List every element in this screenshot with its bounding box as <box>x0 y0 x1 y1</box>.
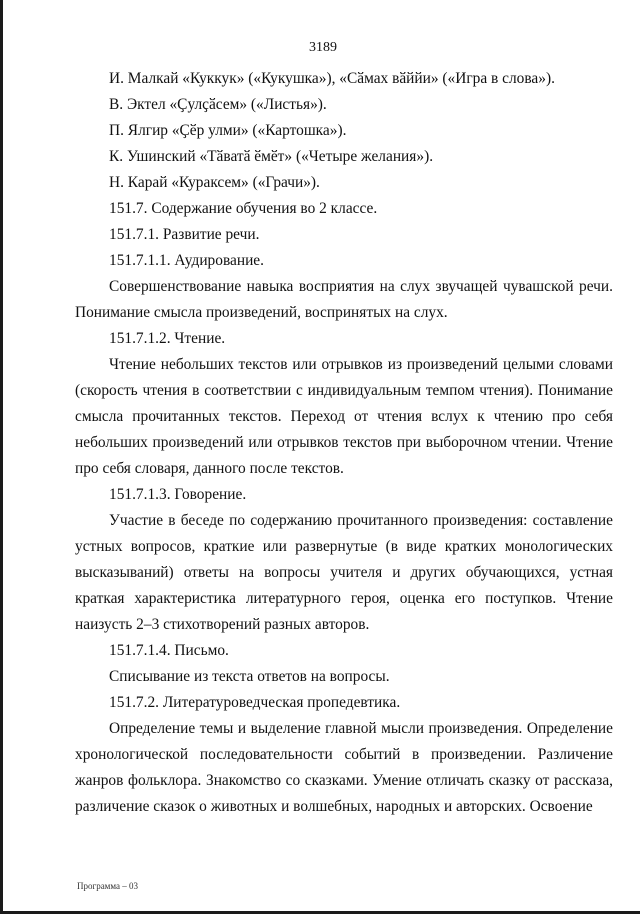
paragraph-reading: Чтение небольших текстов или отрывков из произведений целыми словами (скорость чтения в соответствии с индивидуальным темпом чтения). Понимание смысла прочитанных текстов. Переход от чтения вслух к чтению про себя небольших произведений или отрывков текстов при выборочном чтении. Чтение про себя словаря, данного после текстов. <box>75 356 613 477</box>
paragraph-author-yalgir: П. Ялгир «Ҫӗр улми» («Картошка»). <box>109 122 347 139</box>
page-footer: Программа – 03 <box>77 881 139 891</box>
paragraph-author-ushinsky: К. Ушинский «Тӑватӑ ӗмӗт» («Четыре желания»). <box>109 148 434 165</box>
section-heading-151-7-1-1: 151.7.1.1. Аудирование. <box>109 252 264 269</box>
paragraph-speaking: Участие в беседе по содержанию прочитанного произведения: составление устных вопросов, краткие или развернутые (в виде кратких монологических высказываний) ответы на вопросы учителя и других обучающихся, устная краткая характеристика литературного героя, оценка его поступков. Чтение наизусть 2–3 стихотворений разных авторов. <box>75 512 613 633</box>
paragraph-author-karay: Н. Карай «Кураксем» («Грачи»). <box>109 174 320 191</box>
paragraph-author-malkay: И. Малкай «Куккук» («Кукушка»), «Сӑмах вӑййи» («Игра в слова»). <box>109 70 555 87</box>
section-heading-151-7-1-4: 151.7.1.4. Письмо. <box>109 642 229 659</box>
paragraph-author-ektel: В. Эктел «Ҫулҫӑсем» («Листья»). <box>109 96 327 113</box>
section-heading-151-7-1: 151.7.1. Развитие речи. <box>109 226 260 243</box>
section-heading-151-7-1-2: 151.7.1.2. Чтение. <box>109 330 226 347</box>
section-heading-151-7: 151.7. Содержание обучения во 2 классе. <box>109 200 378 217</box>
paragraph-literary-propaedeutics: Определение темы и выделение главной мысли произведения. Определение хронологической последовательности событий в произведении. Различение жанров фольклора. Знакомство со сказками. Умение отличать сказку от рассказа, различение сказок о животных и волшебных, народных и авторских. Освоение <box>75 720 613 815</box>
section-heading-151-7-1-3: 151.7.1.3. Говорение. <box>109 486 247 503</box>
section-heading-151-7-2: 151.7.2. Литературоведческая пропедевтика. <box>109 694 401 711</box>
page-number: 3189 <box>309 40 337 55</box>
paragraph-listening: Совершенствование навыка восприятия на слух звучащей чувашской речи. Понимание смысла произведений, воспринятых на слух. <box>75 278 613 321</box>
document-body <box>75 66 613 820</box>
paragraph-writing: Списывание из текста ответов на вопросы. <box>109 668 390 685</box>
